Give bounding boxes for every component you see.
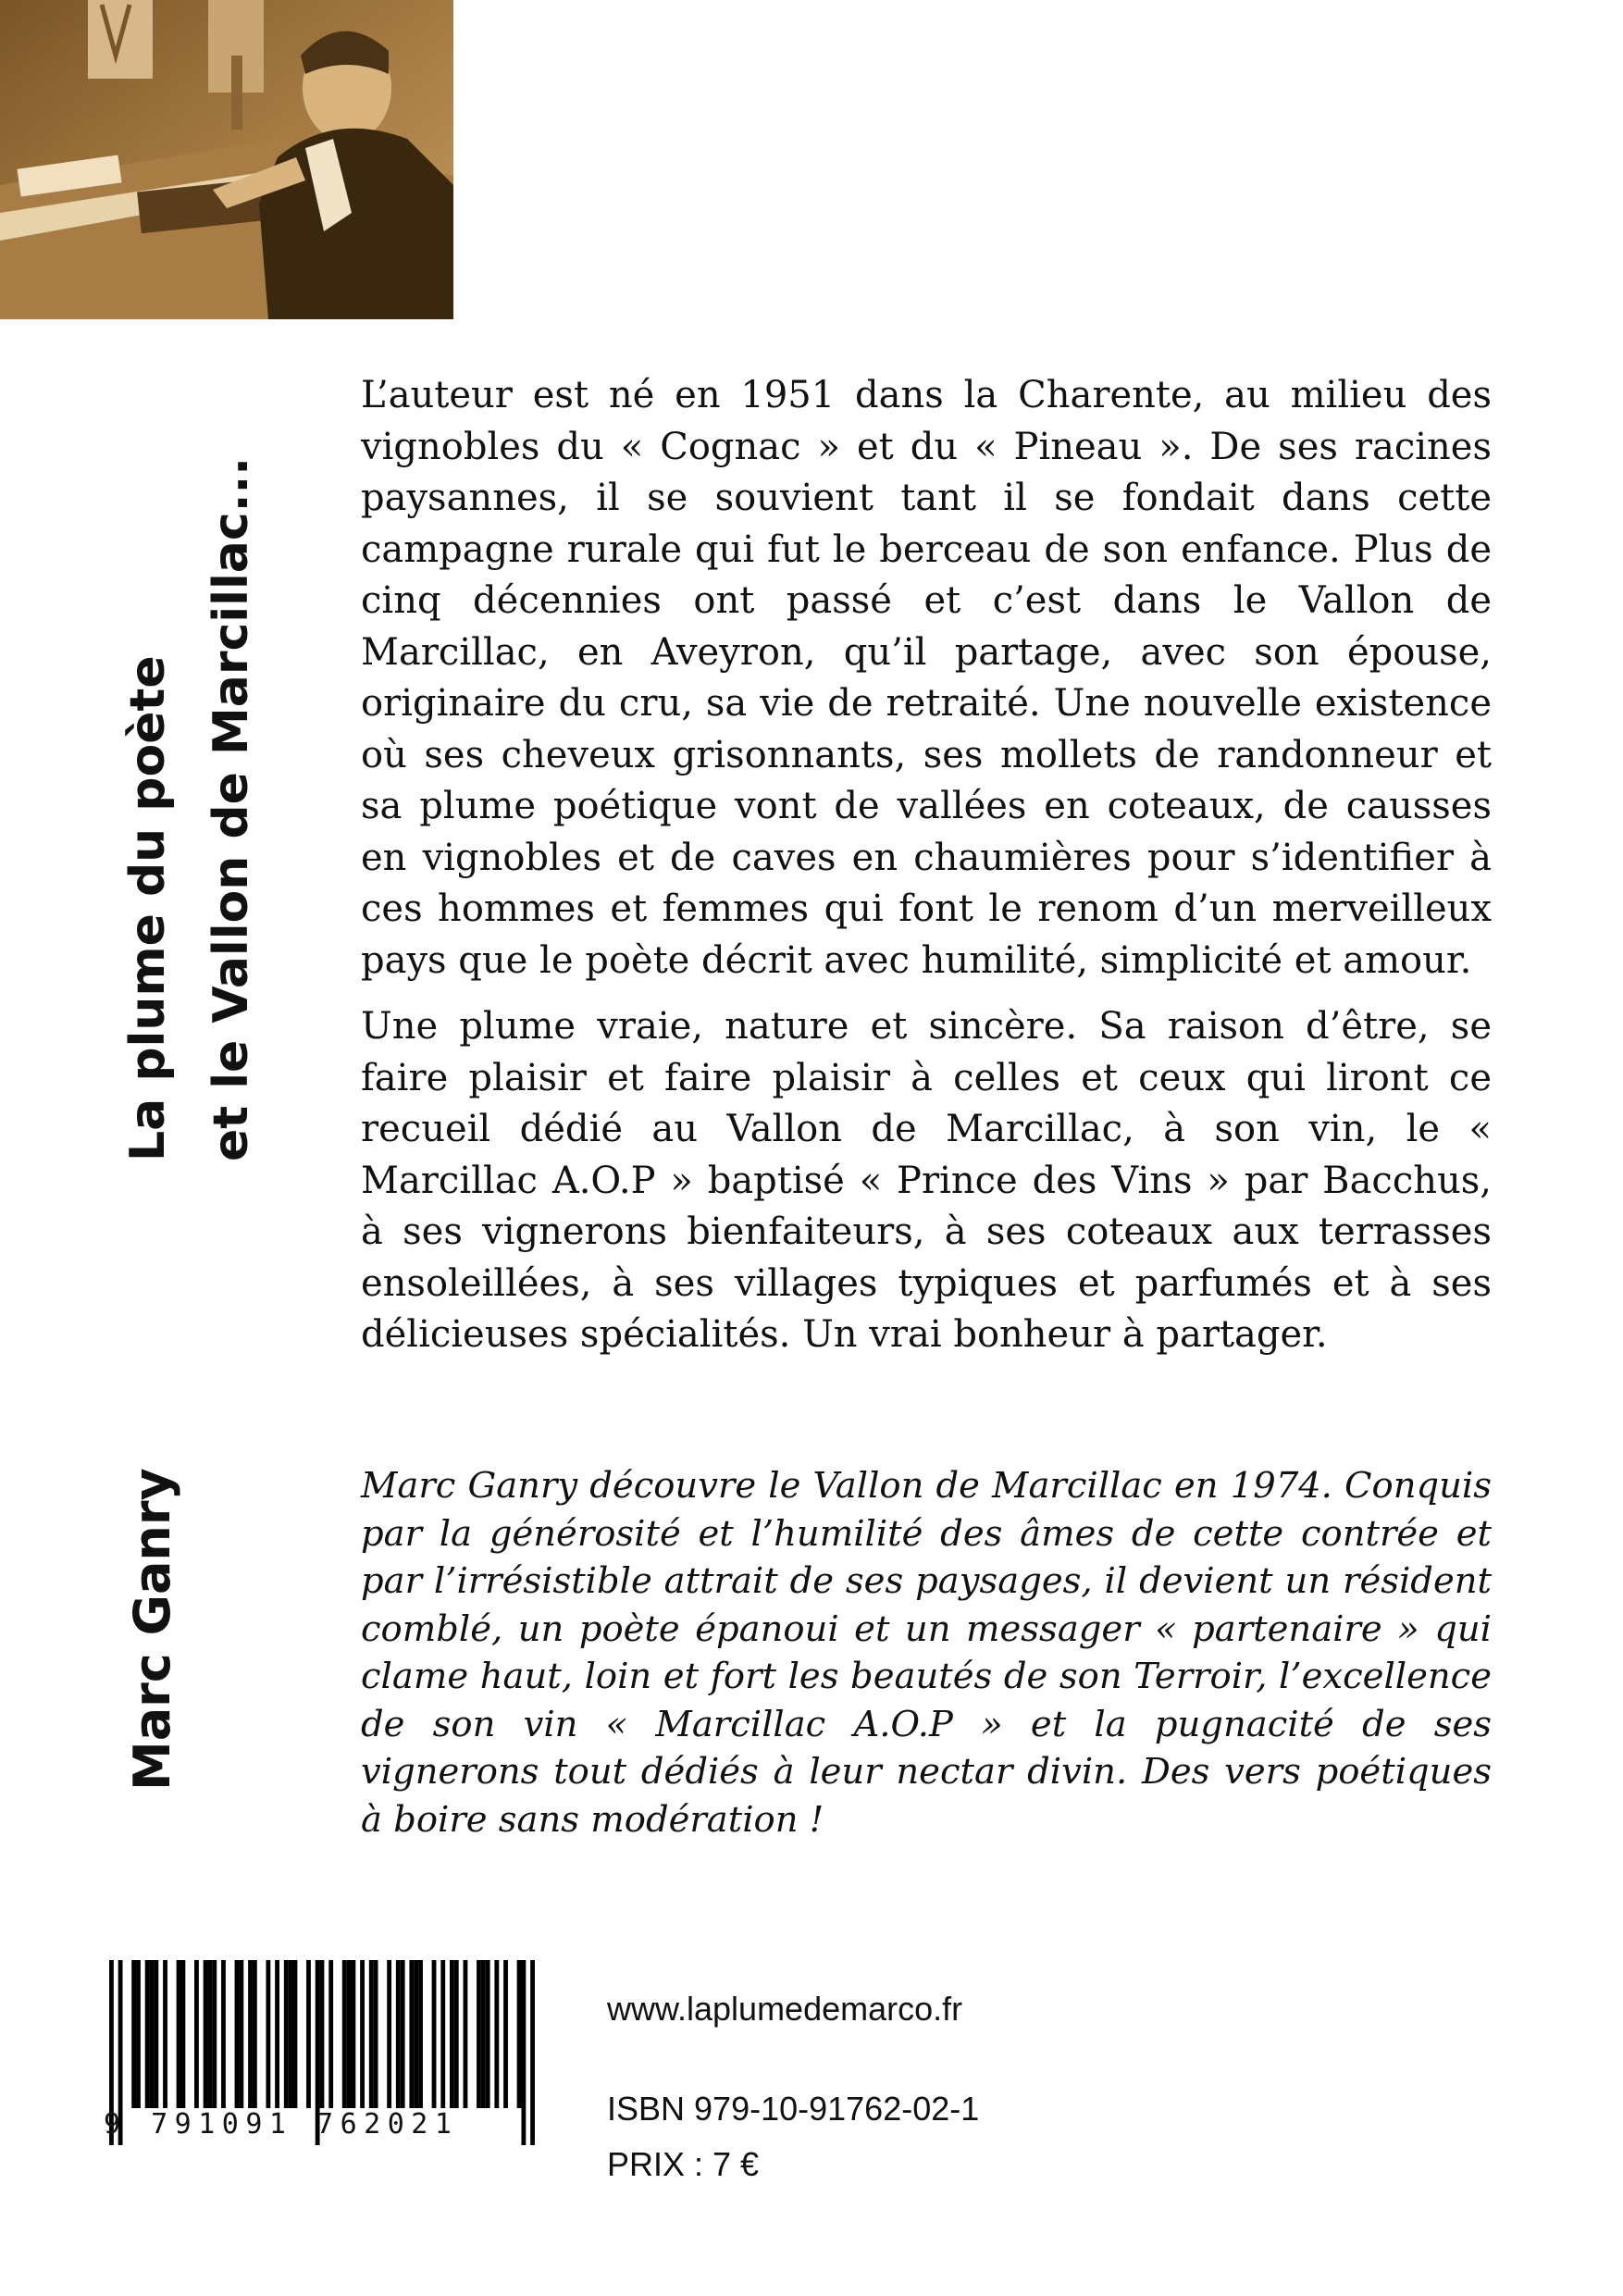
barcode-bar bbox=[221, 1960, 226, 2108]
barcode-bar bbox=[150, 1960, 155, 2108]
vertical-author-name: Marc Ganry bbox=[123, 1468, 181, 1791]
barcode-bar bbox=[477, 1960, 481, 2108]
barcode-bar bbox=[235, 1960, 240, 2108]
barcode-bar bbox=[360, 1960, 365, 2108]
price: PRIX : 7 € bbox=[607, 2145, 760, 2183]
barcode-bar bbox=[481, 1960, 486, 2108]
description-paragraph-1: L’auteur est né en 1951 dans la Charente, au milieu des vignobles du « Cognac » et du « Pineau ». De ses racines paysannes, il se souvient tant il se fondait dans cette campagne rurale qui fut le berceau de son enfance. Plus de cinq décennies ont passé et c’est dans le Vallon de Marcillac, en Aveyron, qu’il partage, avec son épouse, originaire du cru, sa vie de retraité. Une nouvelle existence où ses cheveux grisonnants, ses mollets de randonneur et sa plume poétique vont de vallées en coteaux, de causses en vignobles et de caves en chaumières pour s’identifier à ces hommes et femmes qui font le renom d’un merveilleux pays que le poète décrit avec humilité, simplicité et amour. bbox=[361, 374, 1492, 982]
barcode-bar bbox=[418, 1960, 423, 2108]
barcode-bar bbox=[387, 1960, 391, 2108]
isbn-number: ISBN 979-10-91762-02-1 bbox=[607, 2090, 980, 2128]
barcode-bar bbox=[163, 1960, 167, 2108]
barcode-bar bbox=[464, 1960, 468, 2108]
barcode-bar bbox=[194, 1960, 199, 2108]
barcode-bar bbox=[284, 1960, 289, 2108]
title-line-2: et le Vallon de Marcillac... bbox=[204, 457, 259, 1161]
barcode-bar bbox=[432, 1960, 437, 2108]
barcode-bar bbox=[145, 1960, 150, 2108]
author-bio bbox=[361, 1462, 1492, 1843]
barcode-bar bbox=[409, 1960, 414, 2108]
barcode-bar bbox=[486, 1960, 490, 2108]
barcode-bar bbox=[154, 1960, 158, 2108]
author-bio-text: Marc Ganry découvre le Vallon de Marcillac en 1974. Conquis par la générosité et l’humilité des âmes de cette contrée et par l’irrésistible attrait de ses paysages, il devient un résident comblé, un poète épanoui et un messager « partenaire » qui clame haut, loin et fort les beautés de son Terroir, l’excellence de son vin « Marcillac A.O.P » et la pugnacité de ses vignerons tout dédiés à leur nectar divin. Des vers poétiques à boire sans modération ! bbox=[361, 1465, 1492, 1841]
barcode-bar bbox=[347, 1960, 352, 2108]
barcode-bar bbox=[454, 1960, 459, 2108]
barcode-bar bbox=[136, 1960, 141, 2108]
barcode-bar bbox=[342, 1960, 347, 2108]
barcode-bar bbox=[396, 1960, 401, 2108]
barcode-bar bbox=[289, 1960, 293, 2108]
barcode-bar bbox=[494, 1960, 499, 2108]
barcode-bar bbox=[320, 1960, 325, 2108]
book-description bbox=[361, 370, 1492, 1376]
vertical-book-title bbox=[106, 366, 273, 1161]
barcode-bar bbox=[266, 1960, 270, 2108]
author-photo bbox=[0, 0, 453, 319]
barcode-bar bbox=[208, 1960, 213, 2108]
title-line-1: La plume du poète bbox=[120, 655, 176, 1161]
barcode-bar bbox=[212, 1960, 217, 2108]
barcode-bar bbox=[248, 1960, 253, 2108]
website-link[interactable]: www.laplumedemarco.fr bbox=[607, 1990, 963, 2028]
barcode-bar bbox=[239, 1960, 243, 2108]
barcode-bar bbox=[131, 1960, 136, 2108]
barcode-bar bbox=[180, 1960, 185, 2108]
barcode-digits: 9 791091 762021 bbox=[104, 2108, 459, 2141]
barcode-bar bbox=[414, 1960, 418, 2108]
barcode-bar bbox=[275, 1960, 279, 2108]
description-paragraph-2: Une plume vraie, nature et sincère. Sa raison d’être, se faire plaisir et faire plaisir à celles et ceux qui liront ce recueil dédié au Vallon de Marcillac, à son vin, le « Marcillac A.O.P » baptisé « Prince des Vins » par Bacchus, à ses vignerons bienfaiteurs, à ses coteaux aux terrasses ensoleillées, à ses villages typiques et parfumés et à ses délicieuses spécialités. Un vrai bonheur à partager. bbox=[361, 1005, 1492, 1356]
barcode-bar bbox=[328, 1960, 333, 2108]
barcode-bar bbox=[401, 1960, 405, 2108]
barcode-bar bbox=[253, 1960, 257, 2108]
barcode-bar bbox=[374, 1960, 378, 2108]
barcode-bar bbox=[440, 1960, 445, 2108]
barcode-bar bbox=[369, 1960, 374, 2108]
barcode-bar bbox=[450, 1960, 454, 2108]
barcode-bar bbox=[503, 1960, 508, 2108]
barcode-bar bbox=[517, 1960, 522, 2108]
barcode-bar bbox=[293, 1960, 298, 2108]
barcode-bar bbox=[351, 1960, 355, 2108]
barcode-bar bbox=[204, 1960, 208, 2108]
barcode-bar bbox=[177, 1960, 181, 2108]
barcode-bar bbox=[306, 1960, 311, 2108]
